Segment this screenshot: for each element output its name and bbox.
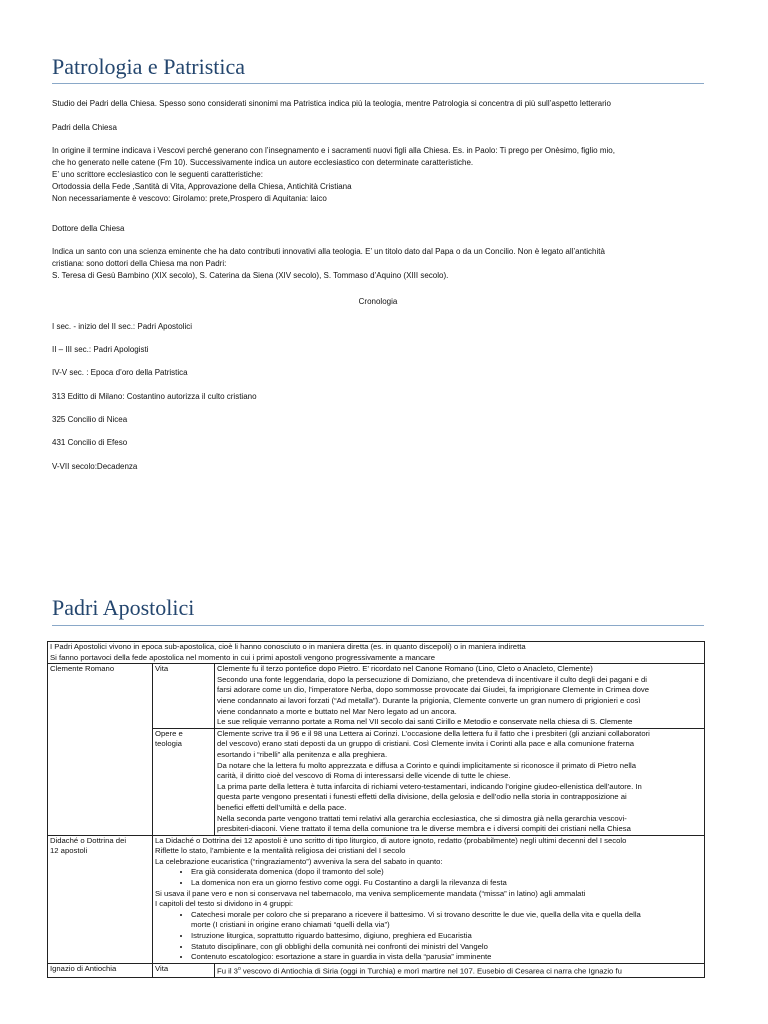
text-fragment: vescovo di Antiochia di Siria (oggi in Turchia) e morì martire nel 107. Eusebio di Cesarea ci narra che Ignazio fu — [240, 966, 622, 976]
author-name: Didaché o Dottrina dei — [50, 835, 127, 845]
subheading-dottore: Dottore della Chiesa — [52, 224, 125, 233]
text-line: Nella seconda parte vengono trattati temi relativi alla gerarchia ecclesiastica, che si dimostra già nella gerarchia vescovi- — [217, 813, 627, 823]
category-cell — [153, 728, 215, 835]
cronologia-item: IV-V sec. : Epoca d’oro della Patristica — [52, 368, 188, 377]
category-cell — [153, 963, 215, 977]
text-line — [217, 964, 702, 977]
text-line: Clemente fu il terzo pontefice dopo Pietro. E’ ricordato nel Canone Romano (Lino, Cleto o Anacleto, Clemente) — [217, 664, 593, 674]
padri-line-3: E’ uno scrittore ecclesiastico con le seguenti caratteristiche: — [52, 170, 263, 179]
title-underline — [52, 83, 704, 84]
text-line: esortando i “ribelli” alla penitenza e alla preghiera. — [217, 749, 388, 759]
cronologia-item: 313 Editto di Milano: Costantino autorizza il culto cristiano — [52, 392, 257, 401]
intro-line: I Padri Apostolici vivono in epoca sub-apostolica, cioè li hanno conosciuto o in maniera diretta (es. in quanto discepoli) o in maniera indiretta — [50, 642, 526, 651]
dottore-line-2: cristiana: sono dottori della Chiesa ma non Padri: — [52, 259, 227, 268]
padri-line-1: In origine il termine indicava i Vescovi perché generano con l’insegnamento e i sacramenti nuovi figli alla Chiesa. Es. in Paolo: Ti prego per Onèsimo, figlio mio, — [52, 146, 615, 155]
text-line: Clemente scrive tra il 96 e il 98 una Lettera ai Corinzi. L’occasione della lettera fu il fatto che i presbiteri (gli anziani collaboratori — [217, 728, 650, 738]
list-item: • Contenuto escatologico: esortazione a stare in guardia in vista della “parusia” imminente — [191, 952, 702, 963]
padri-line-2: che ho generato nelle catene (Fm 10). Successivamente indica un autore ecclesiastico con determinate caratteristiche. — [52, 158, 474, 167]
cronologia-item: I sec. - inizio del II sec.: Padri Apostolici — [52, 322, 193, 331]
category-label: Vita — [155, 963, 169, 973]
content-cell — [153, 835, 705, 963]
text-line: farsi adorare come un dio, l’imperatore Nerba, dopo sommosse provocate dai Giudei, fa imprigionare Clemente in Crimea dove — [217, 685, 649, 695]
author-name: Ignazio di Antiochia — [50, 963, 117, 973]
padri-line-5: Non necessariamente è vescovo: Girolamo: prete,Prospero di Aquitania: laico — [52, 194, 327, 203]
table-intro-cell — [48, 642, 705, 664]
text-line: Da notare che la lettera fu molto apprezzata e diffusa a Corinto e quindi implicitamente si riconosce il primato di Pietro nella — [217, 760, 637, 770]
superscript: o — [237, 965, 241, 972]
padri-apostolici-table — [47, 641, 705, 978]
content-cell — [215, 728, 705, 835]
section-title-padri-apostolici: Padri Apostolici — [52, 595, 195, 620]
list-item: • Era già considerata domenica (dopo il tramonto del sole) — [191, 867, 702, 878]
dottore-line-1: Indica un santo con una scienza eminente che ha dato contributi innovativi alla teologia. E’ un titolo dato dal Papa o da un Concilio. Non è legato all’antichità — [52, 247, 605, 256]
padri-line-4: Ortodossia della Fede ,Santità di Vita, Approvazione della Chiesa, Antichità Cristiana — [52, 182, 352, 191]
table-row — [48, 642, 705, 664]
text-line: La Didaché o Dottrina dei 12 apostoli è uno scritto di tipo liturgico, di autore ignoto, redatto (probabilmente) negli ultimi decenni del I secolo — [155, 835, 627, 845]
text-line: La celebrazione eucaristica (“ringraziamento”) avveniva la sera del sabato in quanto: — [155, 856, 443, 866]
text-line: Riflette lo stato, l’ambiente e la mentalità religiosa dei cristiani del I secolo — [155, 846, 406, 856]
author-name-cell — [48, 664, 153, 836]
table-row — [48, 835, 705, 963]
list-item: • La domenica non era un giorno festivo come oggi. Fu Costantino a dargli la rilevanza di festa — [191, 878, 702, 889]
author-name: Clemente Romano — [50, 664, 115, 674]
text-line: viene condannato ai lavori forzati (“Ad metalla”). Durante la prigionia, Clemente converte un gran numero di prigionieri e così — [217, 695, 641, 705]
cronologia-item: V-VII secolo:Decadenza — [52, 462, 138, 471]
cronologia-item: 325 Concilio di Nicea — [52, 415, 128, 424]
category-label: Vita — [155, 664, 169, 674]
text-line: del vescovo) erano stati deposti da un gruppo di cristiani. Così Clemente invita i Corinti alla pace e alla comunione fraterna — [217, 739, 635, 749]
subheading-padri: Padri della Chiesa — [52, 123, 117, 132]
author-name-cell — [48, 963, 153, 977]
category-label: Opere e — [155, 728, 183, 738]
text-fragment: Fu il 3 — [217, 966, 238, 976]
cronologia-item: II – III sec.: Padri Apologisti — [52, 345, 149, 354]
category-label: teologia — [155, 739, 182, 749]
text-line: viene condannato a morte e buttato nel Mar Nero legato ad un ancora. — [217, 706, 457, 716]
list-item — [191, 910, 702, 931]
content-cell — [215, 963, 705, 977]
text-line: carità, il diritto cioè del vescovo di Roma di interessarsi delle vicende di tutte le chiese. — [217, 771, 511, 781]
list-item-line: • Catechesi morale per coloro che si preparano a ricevere il battesimo. Vi si trovano descritte le due vie, quella della vita e quella della — [191, 909, 641, 919]
intro-line: Si fanno portavoci della fede apostolica nel momento in cui i primi apostoli vengono progressivamente a mancare — [50, 652, 436, 662]
list-item: • Statuto disciplinare, con gli obblighi della comunità nei confronti dei ministri del Vangelo — [191, 942, 702, 953]
bullet-list — [155, 867, 702, 888]
text-line: Secondo una fonte leggendaria, dopo la persecuzione di Domiziano, che pretendeva di incentivare il culto degli dei pagani e di — [217, 674, 647, 684]
intro-paragraph: Studio dei Padri della Chiesa. Spesso sono considerati sinonimi ma Patristica indica più la teologia, mentre Patrologia si concentra di più sull’aspetto letterario — [52, 99, 611, 108]
table-row — [48, 963, 705, 977]
title-underline — [52, 625, 704, 626]
text-line: presbiteri-diaconi. Viene trattato il tema della comunione tra le diverse membra e i diversi compiti dei cristiani nella Chiesa — [217, 824, 631, 834]
text-line: La prima parte della lettera è tutta infarcita di richiami vetero-testamentari, indicando l’origine giudeo-ellenistica dell’autore. In — [217, 781, 642, 791]
text-line: I capitoli del testo si dividono in 4 gruppi: — [155, 899, 294, 909]
cronologia-item: 431 Concilio di Efeso — [52, 438, 128, 447]
list-item: • Istruzione liturgica, soprattutto riguardo battesimo, digiuno, preghiera ed Eucaristia — [191, 931, 702, 942]
author-name-cell — [48, 835, 153, 963]
author-name: 12 apostoli — [50, 846, 88, 856]
list-item-line: morte (I cristiani in origine erano chiamati “quelli della via”) — [191, 920, 390, 930]
text-line: benefici effetti dell’umiltà e della pace. — [217, 802, 347, 812]
text-line: Le sue reliquie verranno portate a Roma nel VII secolo dai santi Cirillo e Metodio e conservate nella chiesa di S. Clemente — [217, 717, 633, 727]
text-line: questa parte vengono presentati i funesti effetti della divisione, della gelosia e dell’odio nella storia in contrapposizione ai — [217, 792, 627, 802]
text-line: Si usava il pane vero e non si conservava nel tabernacolo, ma veniva semplicemente mandata (“missa” in latino) agli ammalati — [155, 888, 586, 898]
category-cell — [153, 664, 215, 729]
dottore-line-3: S. Teresa di Gesù Bambino (XIX secolo), S. Caterina da Siena (XIV secolo), S. Tommaso d’Aquino (XIII secolo). — [52, 271, 449, 280]
section-title-patrologia: Patrologia e Patristica — [52, 54, 246, 79]
table-row — [48, 664, 705, 729]
content-cell — [215, 664, 705, 729]
bullet-list — [155, 910, 702, 963]
subheading-cronologia: Cronologia — [358, 297, 398, 306]
